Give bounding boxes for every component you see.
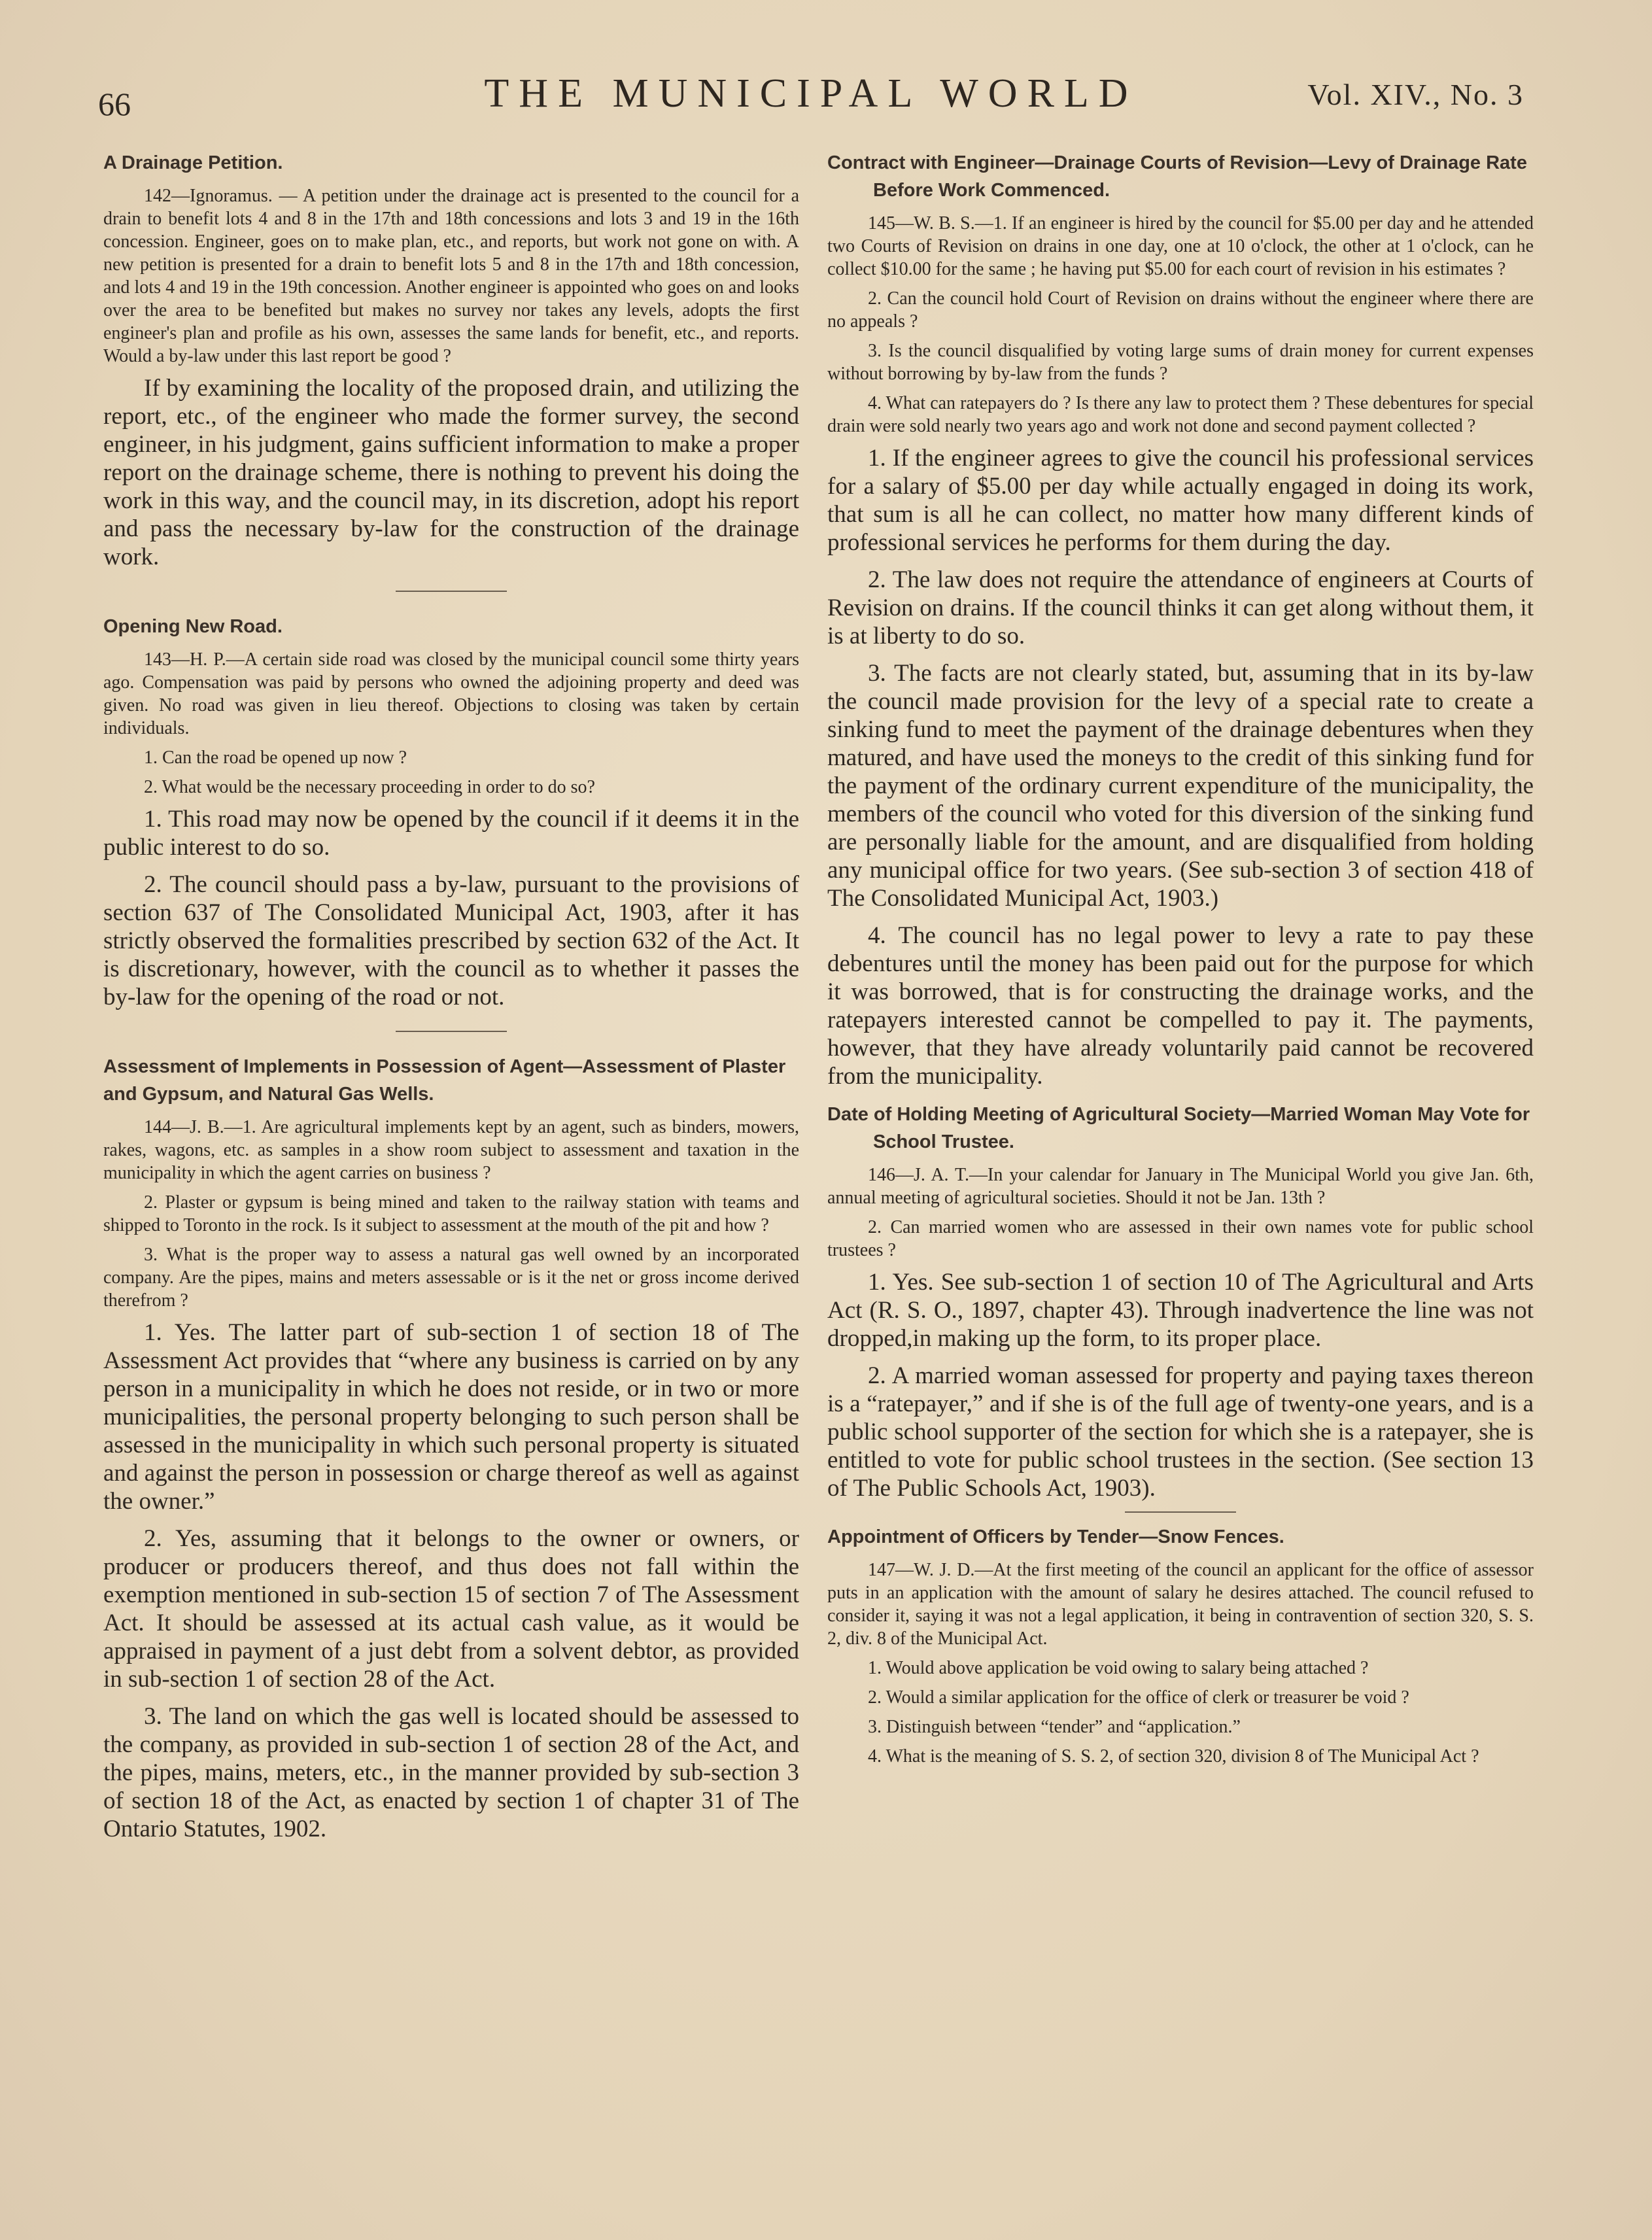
page-number: 66 <box>98 86 131 122</box>
answer-text: 1. If the engineer agrees to give the council his professional services for a salary of $5.00 per day while actually engaged in doing its work, that sum is all he can collect, no matter how many different kinds of professional services he performs for them during the day. <box>827 445 1534 556</box>
answer-text: 3. The facts are not clearly stated, but, assuming that in its by-law the council made provision for the levy of a special rate to create a sinking fund to meet the payment of the drainage debentures when they matured, and have used the moneys to the credit of this sinking fund for the payment of the ordinary current expenditure of the municipality, the members of the council who voted for this diversion of the sinking fund are personally liable for the amount, and are disqualified from holding any municipal office for two years. (See sub-section 3 of section 418 of The Consolidated Municipal Act, 1903.) <box>827 660 1534 912</box>
question-text: 146—J. A. T.—In your calendar for January in The Municipal World you give Jan. 6th, annual meeting of agricultural societies. Should it not be Jan. 13th ? <box>827 1165 1534 1208</box>
section-heading: Opening New Road. <box>103 616 283 637</box>
question-text: 143—H. P.—A certain side road was closed by the municipal council some thirty years ago. Compensation was paid by persons who owned the adjoining property and deed was given. No road was given in lieu thereof. Objections to closing was taken by certain individuals. <box>103 649 799 738</box>
answer-text: 2. The law does not require the attendance of engineers at Courts of Revision on drains. If the council thinks it can get along without them, it is at liberty to do so. <box>827 566 1534 649</box>
right-column <box>827 139 1534 1774</box>
answer-text: 3. The land on which the gas well is located should be assessed to the company, as provided in sub-section 1 of section 28 of the Act, and the pipes, mains, meters, etc., in the manner provided by sub-section 3 of section 18 of the Act, as enacted by section 1 of chapter 31 of The Ontario Statutes, 1902. <box>103 1703 799 1842</box>
section-heading: Contract with Engineer—Drainage Courts of Revision—Levy of Drainage Rate Before Work Commenced. <box>827 152 1527 201</box>
answer-text: 4. The council has no legal power to levy a rate to pay these debentures until the money has been paid out for the purpose for which it was borrowed, that is for constructing the drainage works, and the ratepayers interested cannot be compelled to pay it. The payments, however, that they have already voluntarily paid cannot be recovered from the municipality. <box>827 922 1534 1090</box>
volume-number: Vol. XIV., No. 3 <box>1307 78 1524 111</box>
section-heading: Appointment of Officers by Tender—Snow Fences. <box>827 1526 1284 1547</box>
answer-text: 1. This road may now be opened by the council if it deems it in the public interest to do so. <box>103 806 799 861</box>
question-text: 147—W. J. D.—At the first meeting of the council an applicant for the office of assessor puts in an application with the amount of salary he desires attached. The council refused to consider it, saying it was not a legal application, it being in contravention of section 320, S. S. 2, div. 8 of the Municipal Act. <box>827 1560 1534 1649</box>
question-item: 2. Can the council hold Court of Revision on drains without the engineer where there are no appeals ? <box>827 288 1534 332</box>
answer-text: 1. Yes. See sub-section 1 of section 10 of The Agricultural and Arts Act (R. S. O., 1897, chapter 43). Through inadvertence the line was not dropped,in making up the form, to its proper place. <box>827 1269 1534 1352</box>
question-item: 1. Can the road be opened up now ? <box>144 748 407 768</box>
question-item: 2. What would be the necessary proceeding in order to do so? <box>144 777 595 797</box>
section-divider <box>396 591 507 592</box>
answer-text: 1. Yes. The latter part of sub-section 1 of section 18 of The Assessment Act provides that “where any business is carried on by any person in a municipality in which he does not reside, or in two or more municipalities, the personal property belonging to such person shall be assessed in the municipality in which such personal property is situated and against the person in possession or charge thereof as well as against the owner.” <box>103 1319 799 1515</box>
question-item: 2. Can married women who are assessed in their own names vote for public school trustees ? <box>827 1217 1534 1260</box>
question-text: 144—J. B.—1. Are agricultural implements kept by an agent, such as binders, mowers, rakes, wagons, etc. as samples in a show room subject to assessment and taxation in the municipality in which the agent carries on business ? <box>103 1117 799 1183</box>
question-item: 3. Is the council disqualified by voting large sums of drain money for current expenses without borrowing by by-law from the funds ? <box>827 341 1534 384</box>
question-text: 142—Ignoramus. — A petition under the drainage act is presented to the council for a drain to benefit lots 4 and 8 in the 17th and 18th concessions and lots 3 and 19 in the 16th concession. Engineer, goes on to make plan, etc., and reports, but work not gone on with. A new petition is presented for a drain to benefit lots 5 and 8 in the 17th and 18th concession, and lots 4 and 19 in the 19th concession. Another engineer is appointed who goes on and looks over the area to be benefited but makes no survey nor takes any levels, adopts the first engineer's plan and profile as his own, assesses the same lands for benefit, etc., and reports. Would a by-law under this last report be good ? <box>103 186 799 366</box>
question-item: 4. What is the meaning of S. S. 2, of section 320, division 8 of The Municipal Act ? <box>868 1746 1479 1766</box>
section-heading: Assessment of Implements in Possession of Agent—Assessment of Plaster and Gypsum, and Natural Gas Wells. <box>103 1056 786 1105</box>
question-item: 4. What can ratepayers do ? Is there any law to protect them ? These debentures for special drain were sold nearly two years ago and work not done and second payment collected ? <box>827 393 1534 436</box>
answer-text: 2. A married woman assessed for property and paying taxes thereon is a “ratepayer,” and if she is of the full age of twenty-one years, and is a public school supporter of the section for which she is a ratepayer, she is entitled to vote for public school trustees in the section. (See section 13 of The Public Schools Act, 1903). <box>827 1362 1534 1502</box>
left-column <box>103 139 799 1852</box>
question-text: 145—W. B. S.—1. If an engineer is hired by the council for $5.00 per day and he attended two Courts of Revision on drains in one day, one at 10 o'clock, the other at 1 o'clock, can he collect $10.00 for the same ; he having put $5.00 for each court of revision in his estimates ? <box>827 213 1534 279</box>
question-item: 1. Would above application be void owing to salary being attached ? <box>868 1658 1369 1678</box>
journal-title: THE MUNICIPAL WORLD <box>484 71 1138 116</box>
section-heading: Date of Holding Meeting of Agricultural Society—Married Woman May Vote for School Trustee. <box>827 1104 1530 1152</box>
answer-text: If by examining the locality of the proposed drain, and utilizing the report, etc., of the engineer who made the former survey, the second engineer, in his judgment, gains sufficient information to make a proper report on the drainage scheme, there is nothing to prevent his doing the work in this way, and the council may, in its discretion, adopt his report and pass the necessary by-law for the construction of the drainage work. <box>103 375 799 570</box>
page-header <box>98 71 1524 123</box>
question-item: 3. What is the proper way to assess a natural gas well owned by an incorporated company. Are the pipes, mains and meters assessable or is it the net or gross income derived therefrom ? <box>103 1245 799 1311</box>
answer-text: 2. The council should pass a by-law, pursuant to the provisions of section 637 of The Consolidated Municipal Act, 1903, after it has strictly observed the formalities prescribed by section 632 of the Act. It is discretionary, however, with the council as to whether it passes the by-law for the opening of the road or not. <box>103 871 799 1010</box>
answer-text: 2. Yes, assuming that it belongs to the owner or owners, or producer or producers thereof, and thus does not fall within the exemption mentioned in sub-section 15 of section 7 of The Assessment Act. It should be assessed at its actual cash value, as it would be appraised in payment of a just debt from a solvent debtor, as provided in sub-section 1 of section 28 of the Act. <box>103 1525 799 1693</box>
question-item: 2. Would a similar application for the office of clerk or treasurer be void ? <box>868 1687 1409 1708</box>
section-divider <box>1125 1511 1236 1513</box>
section-divider <box>396 1031 507 1032</box>
section-heading: A Drainage Petition. <box>103 152 283 173</box>
question-item: 2. Plaster or gypsum is being mined and taken to the railway station with teams and shipped to Toronto in the rock. Is it subject to assessment at the mouth of the pit and how ? <box>103 1192 799 1235</box>
question-item: 3. Distinguish between “tender” and “application.” <box>868 1717 1241 1737</box>
